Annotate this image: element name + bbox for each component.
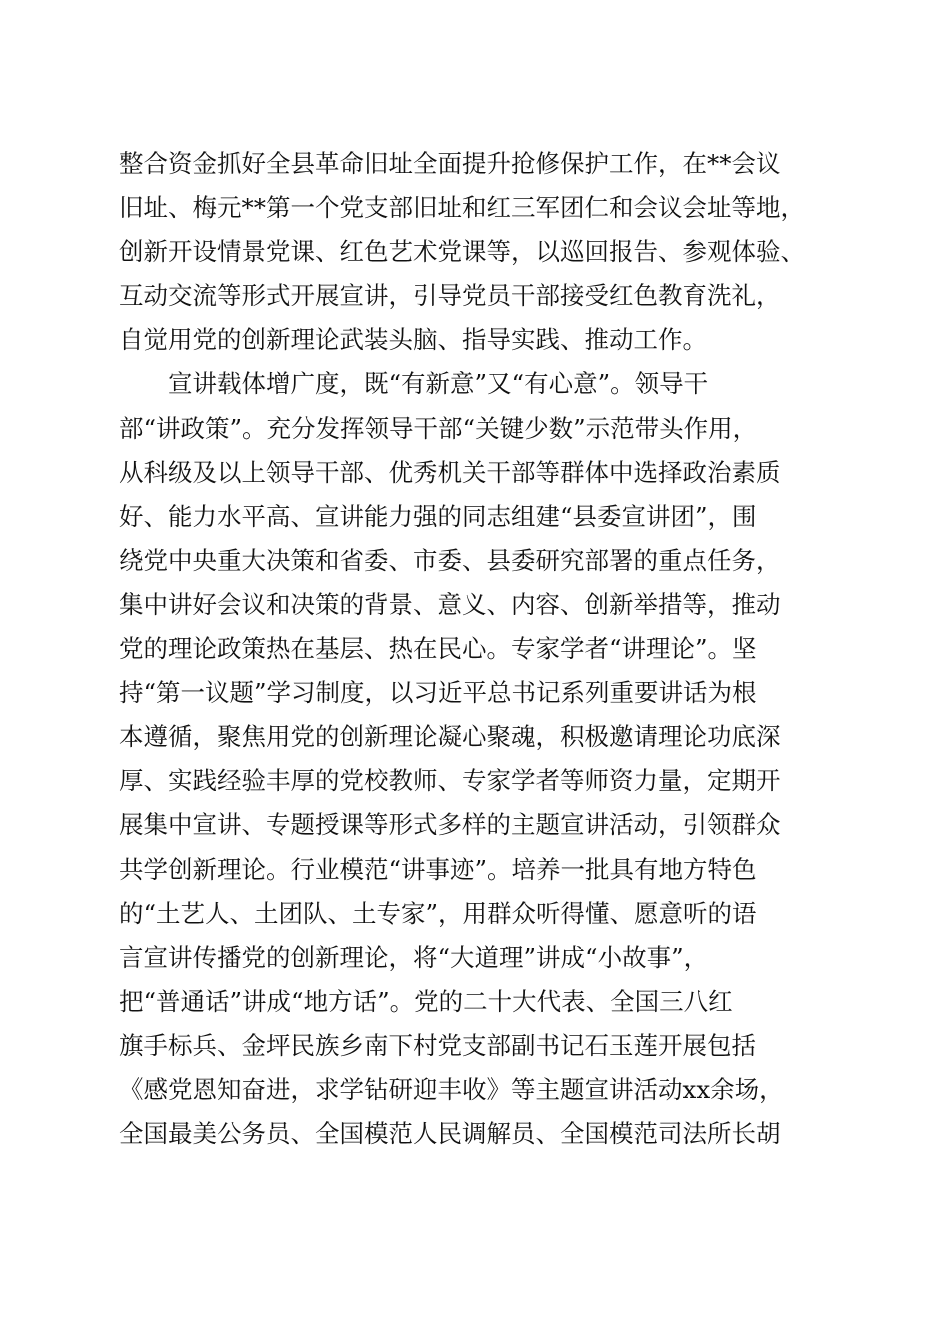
text-line: 部“讲政策”。充分发挥领导干部“关键少数”示范带头作用， <box>119 413 758 443</box>
text-line: 集中讲好会议和决策的背景、意义、内容、创新举措等，推动 <box>119 589 781 619</box>
text-line: 好、能力水平高、宣讲能力强的同志组建“县委宣讲团”，围 <box>119 501 757 531</box>
body-text <box>119 142 859 1156</box>
text-line: 创新开设情景党课、红色艺术党课等，以巡回报告、参观体验、 <box>119 237 805 267</box>
text-line: 互动交流等形式开展宣讲，引导党员干部接受红色教育洗礼， <box>119 281 781 311</box>
text-line: 持“第一议题”学习制度，以习近平总书记系列重要讲话为根 <box>119 678 757 708</box>
text-line: 共学创新理论。行业模范“讲事迹”。培养一批具有地方特色 <box>119 854 757 884</box>
text-line: 自觉用党的创新理论武装头脑、指导实践、推动工作。 <box>119 325 707 355</box>
text-line: 把“普通话”讲成“地方话”。党的二十大代表、全国三八红 <box>119 986 733 1016</box>
text-line: 全国最美公务员、全国模范人民调解员、全国模范司法所长胡 <box>119 1119 781 1149</box>
text-line: 《感党恩知奋进，求学钻研迎丰收》等主题宣讲活动xx余场， <box>119 1074 784 1104</box>
text-line: 绕党中央重大决策和省委、市委、县委研究部署的重点任务， <box>119 545 781 575</box>
text-line: 旧址、梅元**第一个党支部旧址和红三军团仁和会议会址等地， <box>119 193 805 223</box>
text-line: 宣讲载体增广度，既“有新意”又“有心意”。领导干 <box>168 369 709 399</box>
text-line: 整合资金抓好全县革命旧址全面提升抢修保护工作，在**会议 <box>119 149 781 178</box>
paragraph-2 <box>119 362 859 1156</box>
text-line: 从科级及以上领导干部、优秀机关干部等群体中选择政治素质 <box>119 457 781 487</box>
text-line: 言宣讲传播党的创新理论，将“大道理”讲成“小故事”， <box>119 942 709 972</box>
text-line: 党的理论政策热在基层、热在民心。专家学者“讲理论”。坚 <box>119 634 757 664</box>
text-line: 旗手标兵、金坪民族乡南下村党支部副书记石玉莲开展包括 <box>119 1030 756 1060</box>
paragraph-1 <box>119 142 859 362</box>
text-line: 展集中宣讲、专题授课等形式多样的主题宣讲活动，引领群众 <box>119 810 781 840</box>
text-line: 的“土艺人、土团队、土专家”，用群众听得懂、愿意听的语 <box>119 898 757 928</box>
text-line: 厚、实践经验丰厚的党校教师、专家学者等师资力量，定期开 <box>119 766 781 796</box>
text-line: 本遵循，聚焦用党的创新理论凝心聚魂，积极邀请理论功底深 <box>119 722 781 752</box>
